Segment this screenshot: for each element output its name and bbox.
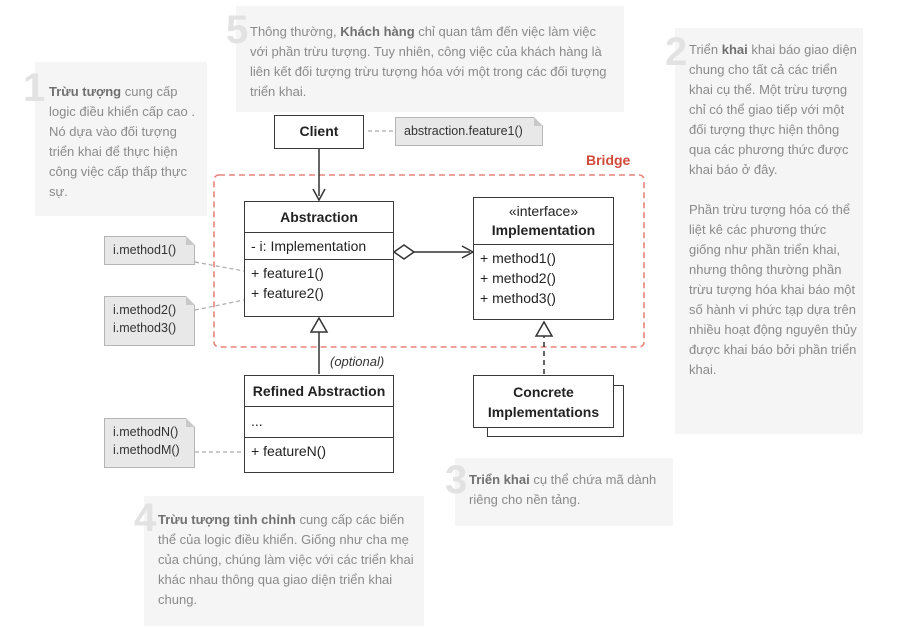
class-name: Abstraction — [280, 209, 358, 225]
inheritance-triangle — [311, 318, 327, 332]
note-bold: Khách hàng — [340, 24, 415, 39]
note-bold: khai — [721, 42, 748, 57]
note-span: Triển — [689, 42, 722, 57]
concrete-implementations-class — [473, 375, 614, 428]
sticky-connector — [195, 300, 244, 310]
optional-label: (optional) — [330, 354, 385, 369]
note-span: cung cấp logic điều khiển cấp cao . Nó dựa vào đối tượng triển khai để thực hiện công việc cấp thấp thực sự. — [49, 84, 195, 199]
class-name: Client — [299, 123, 339, 139]
class-method: + method3() — [480, 290, 556, 306]
abstraction-class — [244, 201, 394, 317]
sticky-line: abstraction.feature1() — [404, 124, 523, 138]
class-method: + featureN() — [251, 443, 327, 459]
note-number: 4 — [134, 496, 157, 540]
class-fields — [245, 232, 393, 259]
class-name: Implementation — [491, 222, 596, 238]
implementation-interface — [473, 197, 614, 320]
note-number: 3 — [445, 458, 468, 502]
refined-abstraction-class — [244, 375, 394, 473]
note-span: chỉ quan tâm đến việc làm việc với phần trừu tượng. Tuy nhiên, công việc của khách hàng là liên kết đối tượng trừu tượng hóa với một trong các đối tượng triển khai. — [250, 24, 607, 99]
sticky-refined — [104, 418, 195, 468]
note-bold: Triển khai — [469, 472, 530, 487]
class-method: + feature1() — [251, 265, 324, 281]
aggregation-diamond — [394, 245, 414, 259]
class-method: + method2() — [480, 270, 556, 286]
note-span: cụ thể chứa mã dành riêng cho nền tảng. — [469, 472, 657, 507]
sticky-client-call — [395, 117, 543, 146]
class-methods — [245, 259, 393, 306]
class-method: + feature2() — [251, 285, 324, 301]
class-name: Refined Abstraction — [252, 383, 386, 399]
note-number: 5 — [226, 8, 249, 52]
sticky-connector — [195, 262, 244, 271]
realization-triangle — [536, 322, 552, 336]
sticky-feature2 — [104, 296, 195, 346]
note-span: khai báo giao diện chung cho tất cả các triển khai cụ thể. Một trừu tượng chỉ có thể giao tiếp với một đối tượng thực hiện thông qua các phương thức được khai báo ở đây. — [689, 42, 857, 177]
class-fields — [245, 406, 393, 437]
class-name-line2: Implementations — [487, 404, 600, 420]
class-methods — [245, 437, 393, 464]
sticky-line: i.methodN() — [113, 425, 179, 439]
class-name-line1: Concrete — [513, 384, 574, 400]
note-number: 2 — [665, 30, 688, 74]
sticky-line: i.methodM() — [113, 443, 180, 457]
sticky-line: i.method3() — [113, 321, 177, 335]
bridge-label: Bridge — [586, 152, 631, 168]
note-bold: Trừu tượng tinh chỉnh — [158, 512, 296, 527]
note-number: 1 — [23, 66, 46, 110]
class-field: ... — [251, 413, 263, 429]
note-span: Thông thường, — [250, 24, 341, 39]
client-class — [274, 115, 364, 149]
class-method: + method1() — [480, 250, 556, 266]
class-field: - i: Implementation — [251, 238, 367, 254]
note-extra: Phần trừu tượng hóa có thể liệt kê các phương thức giống như phần triển khai, nhưng thông thường phần trừu tượng hóa khai báo một số hành vi phức tạp dựa trên nhiều hoạt động nguyên thủy được khai báo bởi phần triển khai. — [689, 202, 857, 377]
sticky-line: i.method1() — [113, 243, 177, 257]
stereotype: «interface» — [508, 203, 579, 219]
class-methods — [474, 244, 613, 311]
note-span: cung cấp các biến thể của logic điều khiển. Giống như cha mẹ của chúng, chúng làm việc với các triển khai khác nhau thông qua giao diện triển khai chung. — [158, 512, 414, 607]
note-bold: Trừu tượng — [49, 84, 122, 99]
sticky-feature1 — [104, 236, 195, 265]
sticky-line: i.method2() — [113, 303, 177, 317]
